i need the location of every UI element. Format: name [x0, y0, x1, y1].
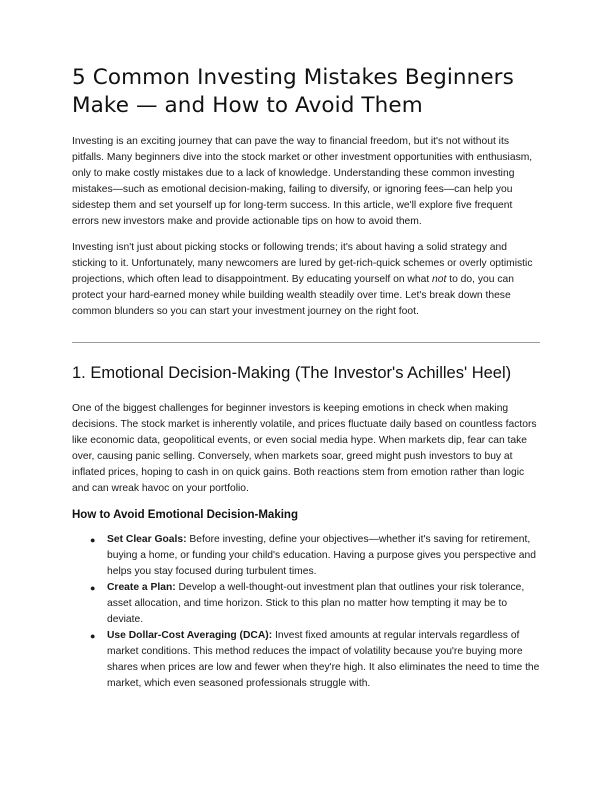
- document-page: [72, 64, 540, 692]
- intro-paragraph-2-emphasis: not: [432, 274, 447, 285]
- tip-text: Develop a well-thought-out investment plan that outlines your risk tolerance, asset allocation, and time horizon. Stick to this plan no matter how tempting it may be to deviate.: [107, 582, 525, 625]
- section-divider: [72, 342, 540, 343]
- tips-list: [72, 532, 540, 692]
- bullet-icon: ●: [90, 535, 96, 545]
- list-item: [90, 532, 540, 580]
- tip-label: Use Dollar-Cost Averaging (DCA):: [107, 630, 273, 641]
- list-item: [90, 580, 540, 628]
- bullet-icon: ●: [90, 631, 96, 641]
- tip-text: Before investing, define your objectives—whether it's saving for retirement, buying a home, or funding your child's education. Having a purpose gives you perspective and helps you stay focused during turbulent times.: [107, 534, 536, 577]
- section-1-heading: 1. Emotional Decision-Making (The Investor's Achilles' Heel): [72, 364, 512, 382]
- section-1-body: One of the biggest challenges for beginner investors is keeping emotions in check when making decisions. The stock market is inherently volatile, and prices fluctuate daily based on countless factors like economic data, geopolitical events, or even social media hype. When markets dip, fear can take over, causing panic selling. Conversely, when markets soar, greed might push investors to buy at inflated prices, hoping to cash in on quick gains. Both reactions stem from emotion rather than logic and can wreak havoc on your portfolio.: [72, 403, 537, 494]
- tip-label: Create a Plan:: [107, 582, 176, 593]
- section-1-subheading: How to Avoid Emotional Decision-Making: [72, 509, 298, 521]
- list-item: [90, 628, 540, 692]
- tip-text: Invest fixed amounts at regular intervals regardless of market conditions. This method reduces the impact of volatility because you're buying more shares when prices are low and fewer when they're high. It also eliminates the need to time the market, which even seasoned professionals struggle with.: [107, 630, 540, 689]
- article-title: 5 Common Investing Mistakes Beginners Make — and How to Avoid Them: [72, 65, 514, 118]
- intro-paragraph-1: Investing is an exciting journey that can pave the way to financial freedom, but it's not without its pitfalls. Many beginners dive into the stock market or other investment opportunities with enthusiasm, only to make costly mistakes due to a lack of knowledge. Understanding these common investing mistakes—such as emotional decision-making, failing to diversify, or ignoring fees—can help you sidestep them and set yourself up for long-term success. In this article, we'll explore five frequent errors new investors make and provide actionable tips on how to avoid them.: [72, 136, 533, 227]
- bullet-icon: ●: [90, 583, 96, 593]
- tip-label: Set Clear Goals:: [107, 534, 187, 545]
- intro-paragraph-2-end: to do, you can protect your hard-earned money while building wealth steadily over time. Let's break down these common blunders so you can start your investment journey on the right foot.: [72, 274, 514, 317]
- intro-paragraph-2-start: Investing isn't just about picking stocks or following trends; it's about having a solid strategy and sticking to it. Unfortunately, many newcomers are lured by get-rich-quick schemes or overly optimistic projections, which often lead to disappointment. By educating yourself on what: [72, 242, 533, 285]
- intro-paragraph-2: [72, 240, 540, 320]
